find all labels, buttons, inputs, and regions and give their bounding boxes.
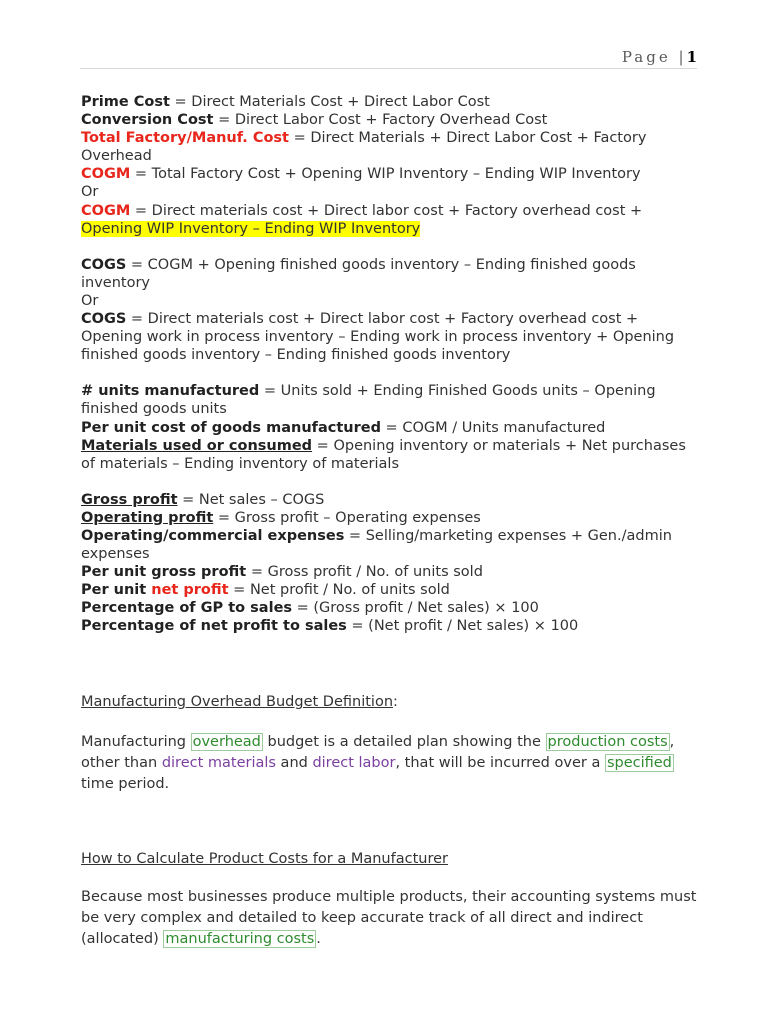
highlighted-text: Opening WIP Inventory – Ending WIP Inventory [81,220,421,237]
link-overhead[interactable]: overhead [192,734,261,750]
formula-conversion-cost: Conversion Cost = Direct Labor Cost + Factory Overhead Cost [81,112,548,129]
or-separator: Or [81,184,99,201]
overhead-paragraph: Manufacturing overhead budget is a detailed plan showing the production costs , other than direct materials and direct labor, that will be incurred over a specified time period. [81,734,675,792]
overhead-heading: Manufacturing Overhead Budget Definition: [81,694,398,710]
product-costs-heading: How to Calculate Product Costs for a Manufacturer [81,851,448,867]
formula-unit-net-profit: Per unit net profit = Net profit / No. of units sold [81,582,450,599]
product-costs-section [81,849,701,950]
link-manufacturing-costs[interactable]: manufacturing costs [165,931,315,947]
product-costs-paragraph: Because most businesses produce multiple products, their accounting systems must be very complex and detailed to keep accurate track of all direct and indirect (allocated) manufacturing costs . [81,889,697,947]
formula-prime-cost: Prime Cost = Direct Materials Cost + Direct Labor Cost [81,94,490,110]
formula-cogm-1: COGM = Total Factory Cost + Opening WIP Inventory – Ending WIP Inventory [81,166,641,183]
formula-units-manufactured: # units manufactured = Units sold + Ending Finished Goods units – Opening finished goods units [81,383,656,418]
link-direct-materials[interactable]: direct materials [161,755,276,771]
or-separator: Or [81,292,99,309]
page-header [80,46,697,69]
formula-cogm-2: COGM = Direct materials cost + Direct labor cost + Factory overhead cost + Opening WIP Inventory – Ending WIP Inventory [81,202,643,237]
formula-unit-gross-profit: Per unit gross profit = Gross profit / No. of units sold [81,564,483,581]
formula-operating-profit: Operating profit = Gross profit – Operating expenses [81,509,481,526]
link-production-costs[interactable]: production costs [547,734,668,750]
link-direct-labor[interactable]: direct labor [312,755,396,771]
page-number-label: Page |1 [621,48,697,66]
formula-operating-expenses: Operating/commercial expenses = Selling/marketing expenses + Gen./admin expenses [81,527,672,563]
formula-list [81,93,701,636]
formula-gross-profit: Gross profit = Net sales – COGS [81,491,325,508]
page-number: 1 [686,48,697,66]
formula-cogs-2: COGS = Direct materials cost + Direct labor cost + Factory overhead cost + Opening work in process inventory – Ending work in process inventory + Opening finished goods inventory – Ending finished goods inventory [81,311,675,364]
formula-materials-used: Materials used or consumed = Opening inventory or materials + Net purchases of materials – Ending inventory of materials [81,437,686,472]
link-specified[interactable]: specified [606,755,672,771]
formula-total-factory-cost: Total Factory/Manuf. Cost = Direct Materials + Direct Labor Cost + Factory Overhead [81,130,647,165]
formula-cogs-1: COGS = COGM + Opening finished goods inventory – Ending finished goods inventory [81,256,636,291]
overhead-section [81,692,701,795]
formula-pct-gp: Percentage of GP to sales = (Gross profit / Net sales) × 100 [81,600,539,617]
formula-pct-np: Percentage of net profit to sales = (Net profit / Net sales) × 100 [81,618,579,635]
formula-unit-cost: Per unit cost of goods manufactured = COGM / Units manufactured [81,419,606,436]
